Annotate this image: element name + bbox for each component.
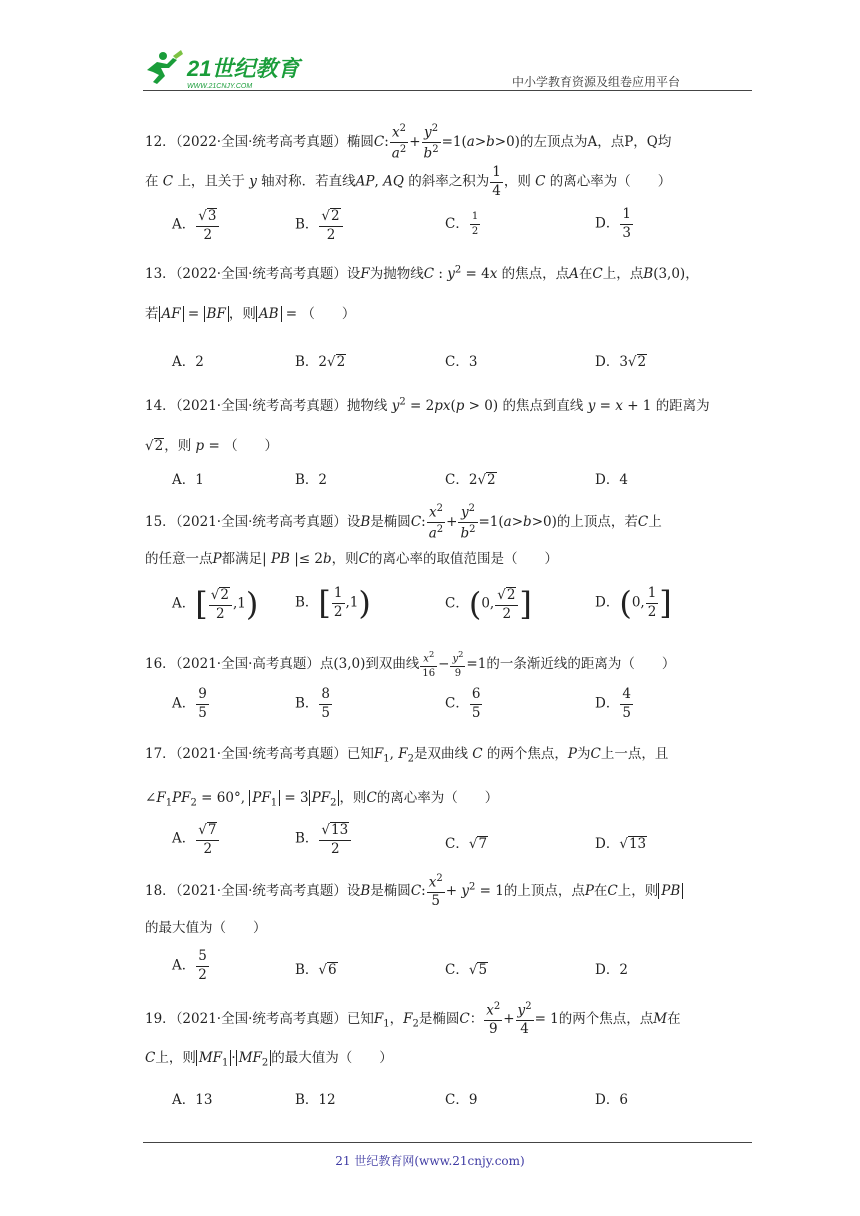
logo-text: 21世纪教育 bbox=[187, 56, 300, 81]
site-logo bbox=[143, 48, 313, 90]
footer-divider bbox=[143, 1142, 752, 1143]
option-15-a[interactable]: A．[ √ $\frac{2}{2}$ ,1) bbox=[172, 587, 258, 621]
question-14: 14．（2021·全国·统考高考真题）抛物线 $y^2 = 2px(p > 0)$ 的焦点到直线 y = x + 1 的距离为 bbox=[145, 396, 710, 414]
platform-name: 中小学教育资源及组卷应用平台 bbox=[512, 75, 681, 89]
option-12-a[interactable]: A． √ $\frac{3}{2}$ bbox=[172, 208, 220, 242]
header-divider bbox=[143, 90, 752, 91]
option-19-d[interactable]: D．6 bbox=[595, 1092, 628, 1108]
option-13-c[interactable]: C．3 bbox=[445, 354, 478, 370]
option-16-b[interactable]: B． $\frac{8}{5}$ bbox=[295, 686, 331, 721]
question-15: 15．（2021·全国·统考高考真题）设B是椭圆C: $\frac{x^2}{a^2}$ + $\frac{y^2}{b^2}$ =1(a>b>0)的上顶点，若C上 bbox=[145, 503, 662, 542]
runner-icon bbox=[147, 50, 183, 84]
question-13-line2: 若 AF = BF ，则 AB = （ ） bbox=[145, 306, 356, 322]
question-18: 18．（2021·全国·统考高考真题）设B是椭圆C: $\frac{x^2}{5}$ + $y^2 = 1$的上顶点，点P在C上，则 PB bbox=[145, 874, 683, 909]
option-17-a[interactable]: A． √ $\frac{7}{2}$ bbox=[172, 822, 220, 856]
question-15-line2: 的任意一点P都满足| PB |≤ 2b，则C的离心率的取值范围是（ ） bbox=[145, 551, 558, 567]
option-12-b[interactable]: B． √ $\frac{2}{2}$ bbox=[295, 208, 344, 242]
option-16-d[interactable]: D． $\frac{4}{5}$ bbox=[595, 686, 631, 721]
logo-url: WWW.21CNJY.COM bbox=[187, 83, 253, 90]
question-18-line2: 的最大值为（ ） bbox=[145, 920, 267, 936]
option-14-a[interactable]: A．1 bbox=[172, 472, 204, 488]
option-14-d[interactable]: D．4 bbox=[595, 472, 628, 488]
question-17: 17．（2021·全国·统考高考真题）已知$F_1$, $F_2$是双曲线 C 的两个焦点，P为C上一点，且 bbox=[145, 746, 669, 765]
option-16-a[interactable]: A． $\frac{9}{5}$ bbox=[172, 686, 207, 721]
option-13-b[interactable]: B．2√ 2 bbox=[295, 350, 346, 370]
option-14-b[interactable]: B．2 bbox=[295, 472, 328, 488]
option-18-d[interactable]: D．2 bbox=[595, 962, 628, 978]
option-16-c[interactable]: C． $\frac{6}{5}$ bbox=[445, 686, 481, 721]
option-19-b[interactable]: B．12 bbox=[295, 1092, 336, 1108]
option-12-d[interactable]: D． $\frac{1}{3}$ bbox=[595, 206, 631, 241]
footer-link[interactable]: 21 世纪教育网(www.21cnjy.com) bbox=[335, 1154, 525, 1168]
question-12: 12．（2022·全国·统考高考真题）椭圆C: $\frac{x^2}{a^2}$ + $\frac{y^2}{b^2}$ =1(a>b>0)的左顶点为A，点P，Q均 bbox=[145, 123, 672, 162]
option-15-c[interactable]: C．(0, √ $\frac{2}{2}$ ] bbox=[445, 587, 532, 621]
option-18-b[interactable]: B．√ 6 bbox=[295, 958, 338, 978]
option-19-a[interactable]: A．13 bbox=[172, 1092, 213, 1108]
option-17-d[interactable]: D．√ 13 bbox=[595, 832, 647, 852]
option-18-c[interactable]: C．√ 5 bbox=[445, 958, 488, 978]
option-17-b[interactable]: B． √ $\frac{13}{2}$ bbox=[295, 822, 352, 856]
option-18-a[interactable]: A． $\frac{5}{2}$ bbox=[172, 948, 207, 983]
question-19: 19．（2021·全国·统考高考真题）已知$F_1$，$F_2$是椭圆C： $\frac{x^2}{9}$ + $\frac{y^2}{4}$ = 1的两个焦点，点M在 bbox=[145, 1001, 681, 1037]
question-17-line2: $\angle F_1PF_2 = 60^\circ$, $PF_1 = 3$ $PF_2$ ，则C的离心率为（ ） bbox=[145, 790, 499, 809]
option-14-c[interactable]: C．2√ 2 bbox=[445, 468, 497, 488]
option-13-d[interactable]: D．3√ 2 bbox=[595, 350, 647, 370]
question-13: 13．（2022·全国·统考高考真题）设F为抛物线C : $y^2 = 4x$ 的焦点，点A在C上，点B(3,0)， bbox=[145, 264, 699, 282]
option-13-a[interactable]: A．2 bbox=[172, 354, 204, 370]
option-17-c[interactable]: C．√ 7 bbox=[445, 832, 488, 852]
option-15-b[interactable]: B．[ $\frac{1}{2}$ ,1) bbox=[295, 584, 371, 622]
option-15-d[interactable]: D．(0, $\frac{1}{2}$ ] bbox=[595, 584, 672, 622]
option-12-c[interactable]: C． $\frac{1}{2}$ bbox=[445, 211, 479, 237]
question-19-line2: C上，则 $MF_1 \cdot MF_2$ 的最大值为（ ） bbox=[145, 1050, 393, 1069]
question-16: 16．（2021·全国·高考真题）点(3,0)到双曲线 $\frac{x^2}{16}$ − $\frac{y^2}{9}$ =1的一条渐近线的距离为（ ） bbox=[145, 649, 676, 680]
option-19-c[interactable]: C．9 bbox=[445, 1092, 478, 1108]
question-12-line2: 在 C 上，且关于 y 轴对称．若直线AP, AQ 的斜率之积为 $\frac{1}{4}$ ，则 C 的离心率为（ ） bbox=[145, 164, 672, 199]
question-14-line2: √ 2，则 p = （ ） bbox=[145, 434, 278, 454]
